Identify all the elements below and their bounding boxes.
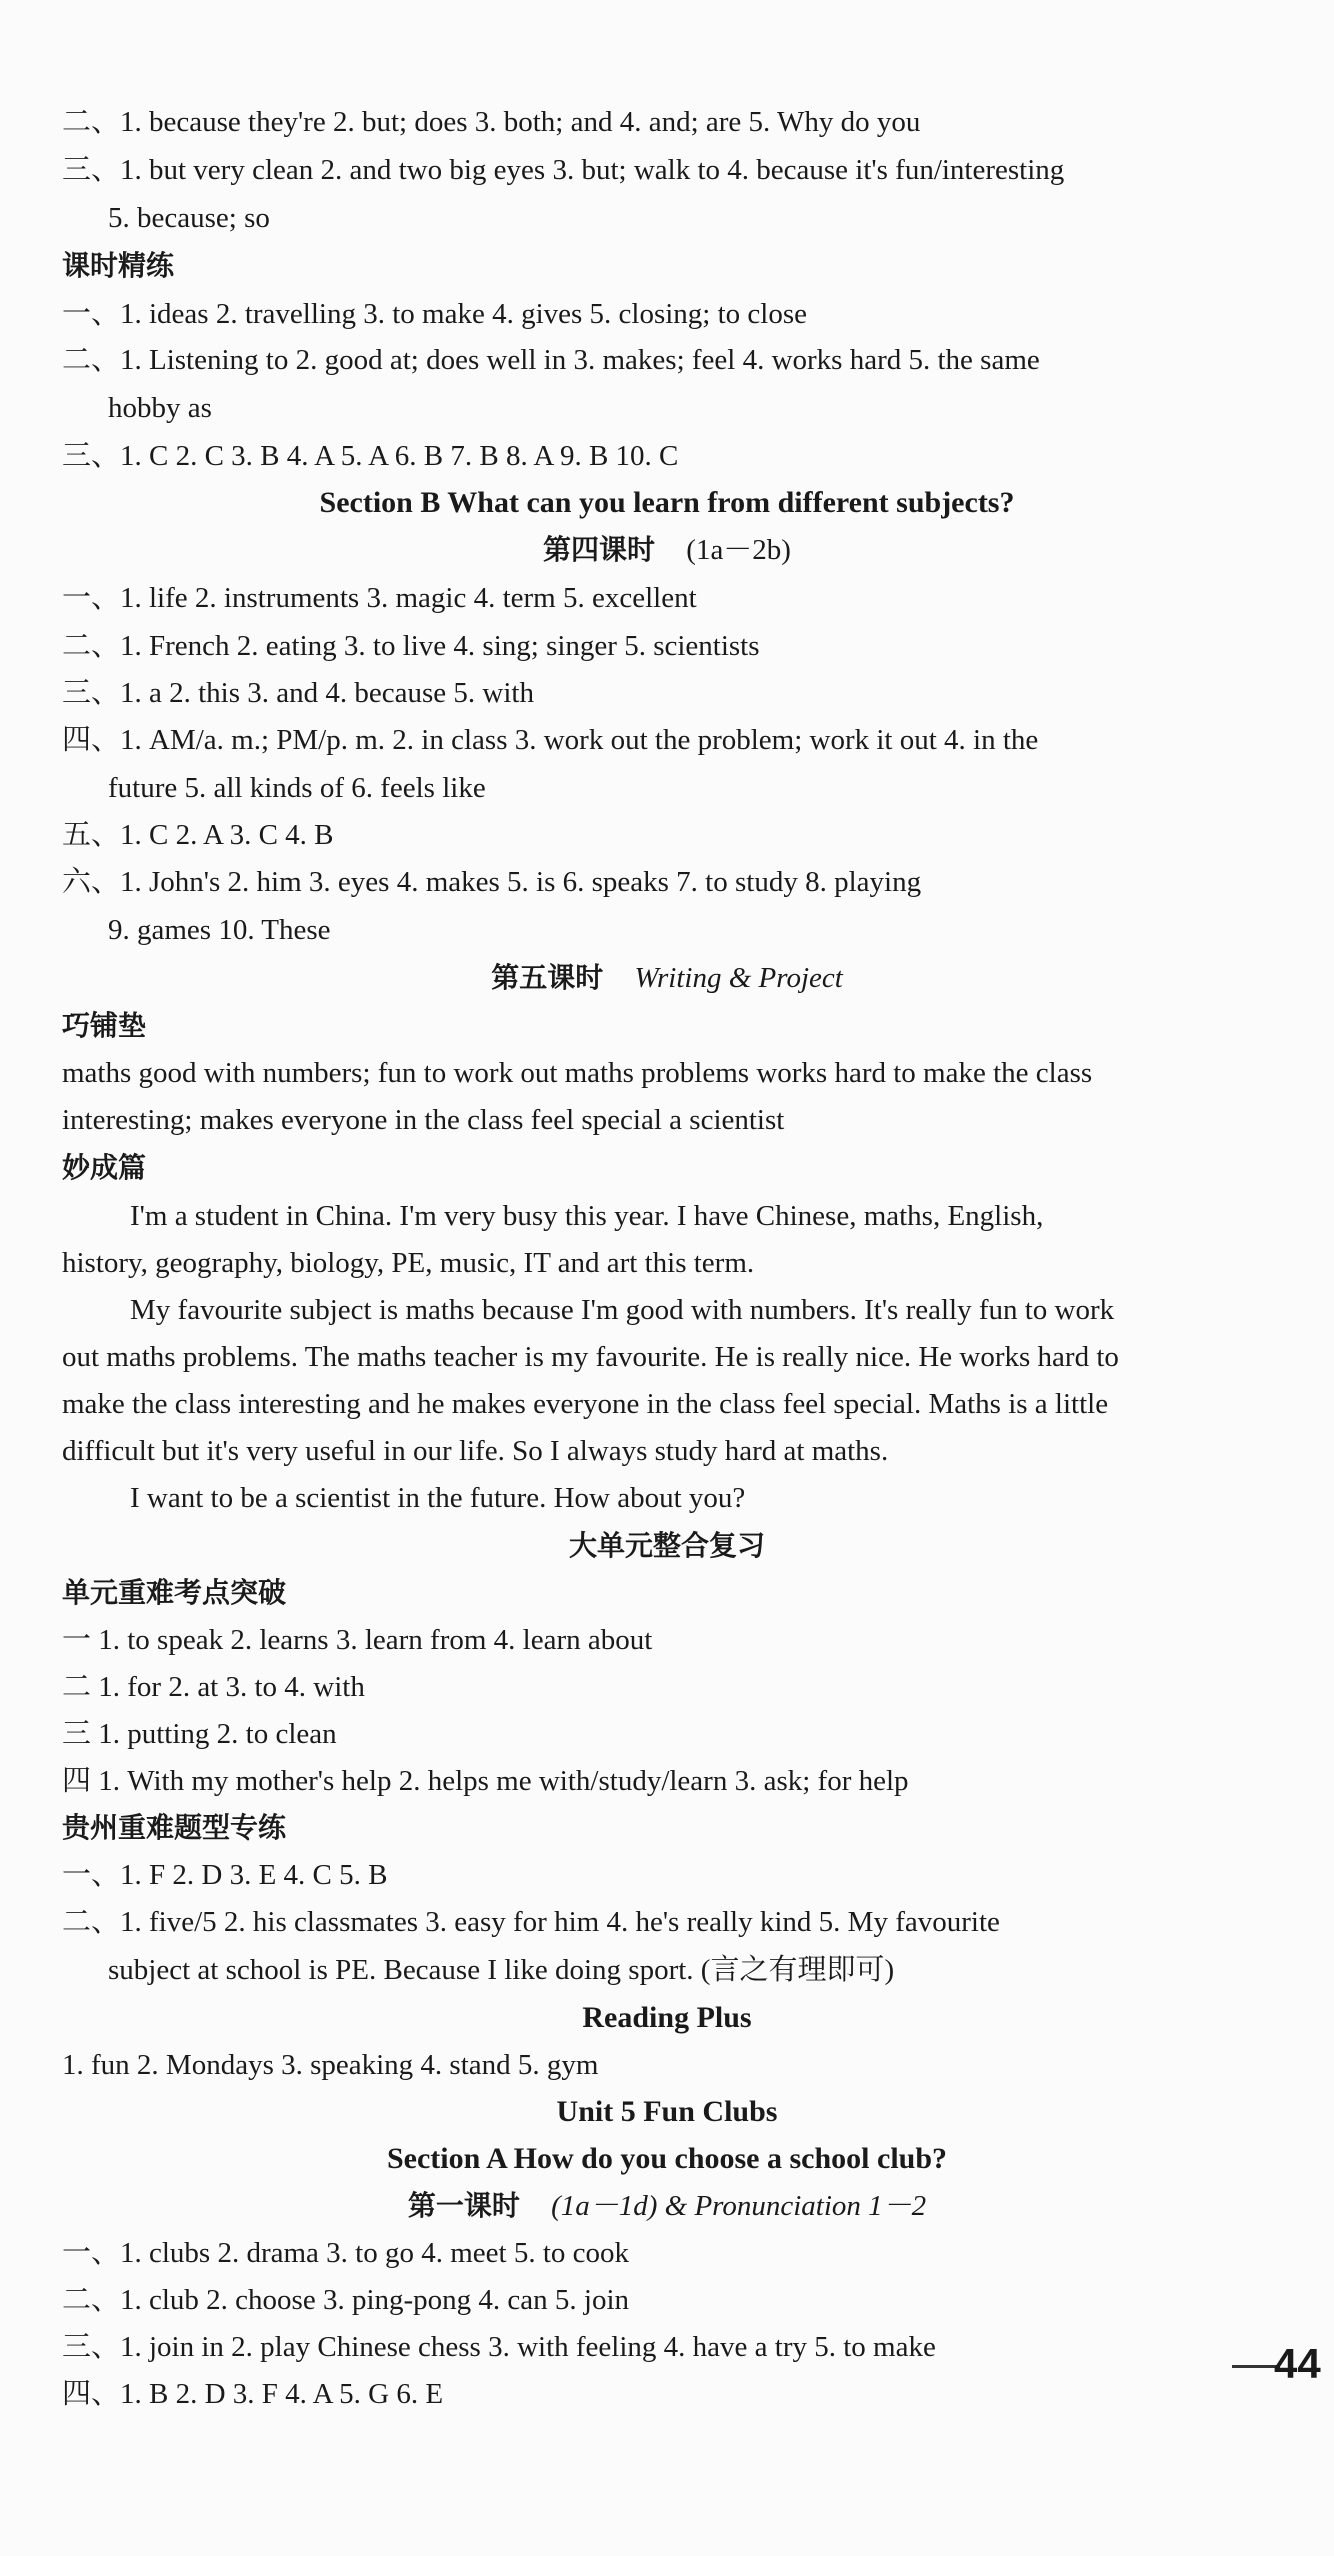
answer-line: 四、1. AM/a. m.; PM/p. m. 2. in class 3. work out the problem; work it out 4. in the	[62, 724, 1039, 756]
answer-line: 三 1. putting 2. to clean	[62, 1718, 337, 1750]
unit-title: Unit 5 Fun Clubs	[556, 2095, 778, 2128]
reading-plus-title: Reading Plus	[582, 2001, 752, 2034]
answer-line: 二、1. French 2. eating 3. to live 4. sing; singer 5. scientists	[62, 630, 760, 662]
answer-line: 四、1. B 2. D 3. F 4. A 5. G 6. E	[62, 2378, 444, 2410]
lesson-label: 第五课时	[491, 961, 604, 994]
lesson-label: 第四课时	[543, 533, 656, 566]
essay-line: out maths problems. The maths teacher is my favourite. He is really nice. He works hard to	[62, 1341, 1119, 1373]
answer-line: 一、1. clubs 2. drama 3. to go 4. meet 5. to cook	[62, 2237, 630, 2269]
section-heading: 单元重难考点突破	[62, 1576, 287, 1609]
essay-line: difficult but it's very useful in our life. So I always study hard at maths.	[62, 1435, 889, 1467]
lesson-label: 第一课时	[407, 2189, 520, 2222]
answer-line: 二、1. club 2. choose 3. ping-pong 4. can 5. join	[62, 2284, 630, 2316]
answer-line: 三、1. join in 2. play Chinese chess 3. with feeling 4. have a try 5. to make	[62, 2331, 936, 2363]
review-title: 大单元整合复习	[568, 1529, 765, 1562]
answer-line: 一、1. life 2. instruments 3. magic 4. term 5. excellent	[62, 582, 697, 614]
lesson-range: (1a－2b)	[686, 534, 791, 566]
essay-line: I want to be a scientist in the future. How about you?	[130, 1482, 746, 1514]
answer-line: 二、1. Listening to 2. good at; does well in 3. makes; feel 4. works hard 5. the same	[62, 344, 1040, 376]
section-heading: 巧铺垫	[62, 1009, 147, 1042]
answer-line: 六、1. John's 2. him 3. eyes 4. makes 5. is 6. speaks 7. to study 8. playing	[62, 866, 922, 898]
answer-line: 二 1. for 2. at 3. to 4. with	[62, 1671, 365, 1703]
essay-line: My favourite subject is maths because I'm good with numbers. It's really fun to work	[130, 1294, 1115, 1326]
section-heading: 课时精练	[62, 249, 175, 282]
lesson-title	[0, 530, 1334, 570]
page-number: 44	[1274, 2340, 1321, 2387]
answer-line: 二、1. because they're 2. but; does 3. both; and 4. and; are 5. Why do you	[62, 106, 921, 138]
answer-line: hobby as	[108, 392, 212, 424]
answer-line: 三、1. but very clean 2. and two big eyes 3. but; walk to 4. because it's fun/interesting	[62, 154, 1065, 186]
essay-line: make the class interesting and he makes everyone in the class feel special. Maths is a little	[62, 1388, 1109, 1420]
essay-line: I'm a student in China. I'm very busy this year. I have Chinese, maths, English,	[130, 1200, 1044, 1232]
answer-line: 9. games 10. These	[108, 914, 331, 946]
answer-line: 三、1. a 2. this 3. and 4. because 5. with	[62, 677, 534, 709]
section-title: Section A How do you choose a school club?	[386, 2142, 948, 2175]
section-title: Section B What can you learn from different subjects?	[319, 486, 1015, 519]
answer-line: subject at school is PE. Because I like doing sport. (言之有理即可)	[108, 1954, 895, 1986]
section-heading: 贵州重难题型专练	[62, 1811, 287, 1844]
essay-line: history, geography, biology, PE, music, IT and art this term.	[62, 1247, 755, 1279]
lesson-title	[0, 958, 1334, 998]
page-number-dash	[1232, 2365, 1280, 2368]
answer-line: 二、1. five/5 2. his classmates 3. easy for him 4. he's really kind 5. My favourite	[62, 1906, 1000, 1938]
lesson-title	[0, 2186, 1334, 2226]
answer-line: 四 1. With my mother's help 2. helps me with/study/learn 3. ask; for help	[62, 1765, 909, 1797]
lesson-range: Writing & Project	[634, 962, 843, 994]
answer-line: 一 1. to speak 2. learns 3. learn from 4. learn about	[62, 1624, 653, 1656]
lesson-range: (1a－1d) & Pronunciation 1－2	[551, 2190, 927, 2222]
answer-line: interesting; makes everyone in the class feel special a scientist	[62, 1104, 785, 1136]
answer-line: 五、1. C 2. A 3. C 4. B	[62, 819, 334, 851]
answer-line: 三、1. C 2. C 3. B 4. A 5. A 6. B 7. B 8. A 9. B 10. C	[62, 440, 679, 472]
answer-line: 一、1. ideas 2. travelling 3. to make 4. gives 5. closing; to close	[62, 298, 808, 330]
answer-line: 一、1. F 2. D 3. E 4. C 5. B	[62, 1859, 388, 1891]
section-heading: 妙成篇	[62, 1151, 147, 1184]
answer-line: 5. because; so	[108, 202, 270, 234]
answer-line: future 5. all kinds of 6. feels like	[108, 772, 486, 804]
answer-line: maths good with numbers; fun to work out maths problems works hard to make the class	[62, 1057, 1093, 1089]
answer-line: 1. fun 2. Mondays 3. speaking 4. stand 5. gym	[62, 2049, 599, 2081]
